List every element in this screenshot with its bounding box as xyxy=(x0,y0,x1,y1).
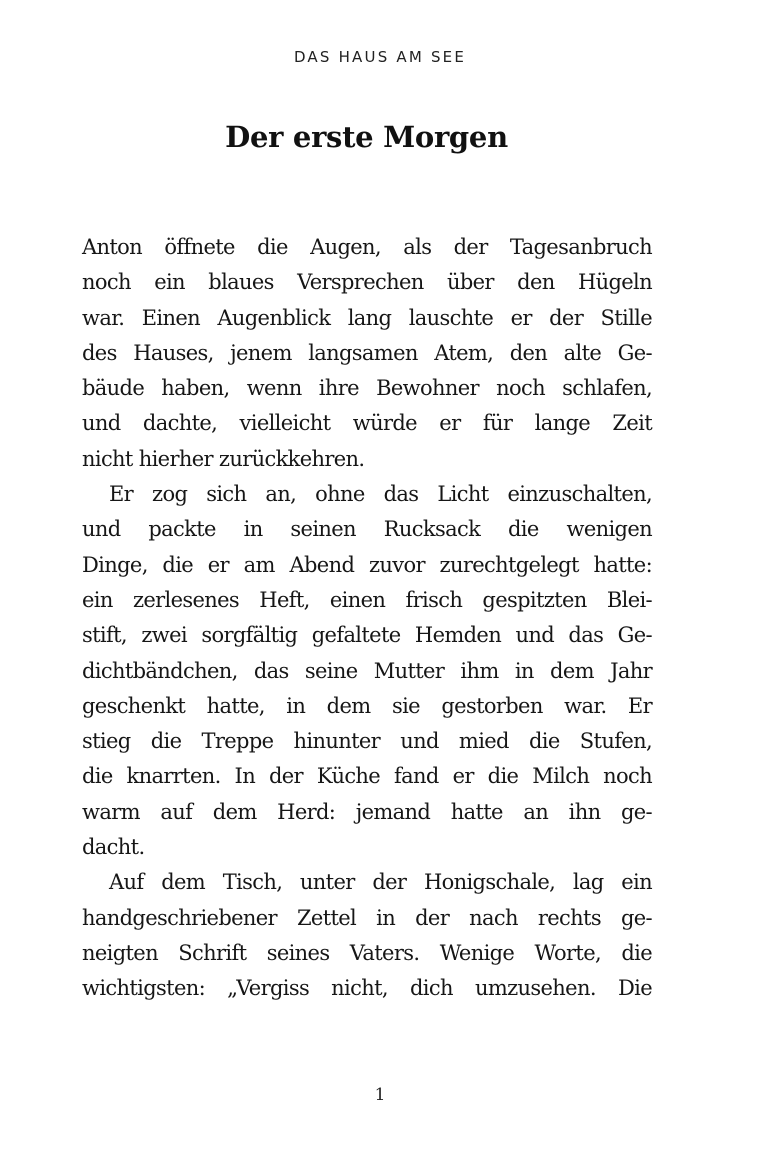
text-line: und packte in seinen Rucksack die wenigen xyxy=(82,517,652,542)
text-line: nicht hierher zurückkehren. xyxy=(82,446,365,471)
text-line: die knarrten. In der Küche fand er die Milch noch xyxy=(82,764,652,789)
text-line: geschenkt hatte, in dem sie gestorben war. Er xyxy=(82,693,652,718)
text-line: dacht. xyxy=(82,835,145,860)
text-line: wichtigsten: „Vergiss nicht, dich umzusehen. Die xyxy=(82,976,652,1001)
text-line: stift, zwei sorgfältig gefaltete Hemden und das Ge- xyxy=(82,623,652,648)
text-line: handgeschriebener Zettel in der nach rechts ge- xyxy=(82,905,652,930)
text-line: dichtbändchen, das seine Mutter ihm in dem Jahr xyxy=(82,658,652,683)
page-number: 1 xyxy=(374,1085,386,1105)
running-header: DAS HAUS AM SEE xyxy=(293,48,467,66)
text-line: Er zog sich an, ohne das Licht einzuschalten, xyxy=(109,482,652,507)
text-line: neigten Schrift seines Vaters. Wenige Worte, die xyxy=(82,940,652,965)
text-line: Anton öffnete die Augen, als der Tagesanbruch xyxy=(82,235,652,259)
body-text xyxy=(82,230,652,1007)
text-line: Dinge, die er am Abend zuvor zurechtgelegt hatte: xyxy=(82,552,652,577)
text-line: und dachte, vielleicht würde er für lange Zeit xyxy=(82,411,652,436)
text-line: stieg die Treppe hinunter und mied die Stufen, xyxy=(82,729,652,754)
text-line: war. Einen Augenblick lang lauschte er der Stille xyxy=(82,305,652,330)
chapter-title: Der erste Morgen xyxy=(225,120,508,154)
text-line: des Hauses, jenem langsamen Atem, den alte Ge- xyxy=(82,340,652,365)
text-line: noch ein blaues Versprechen über den Hügeln xyxy=(82,270,652,295)
text-line: bäude haben, wenn ihre Bewohner noch schlafen, xyxy=(82,376,652,401)
text-line: warm auf dem Herd: jemand hatte an ihn ge- xyxy=(82,799,652,824)
text-line: ein zerlesenes Heft, einen frisch gespitzten Blei- xyxy=(82,587,652,612)
text-line: Auf dem Tisch, unter der Honigschale, lag ein xyxy=(109,870,652,895)
